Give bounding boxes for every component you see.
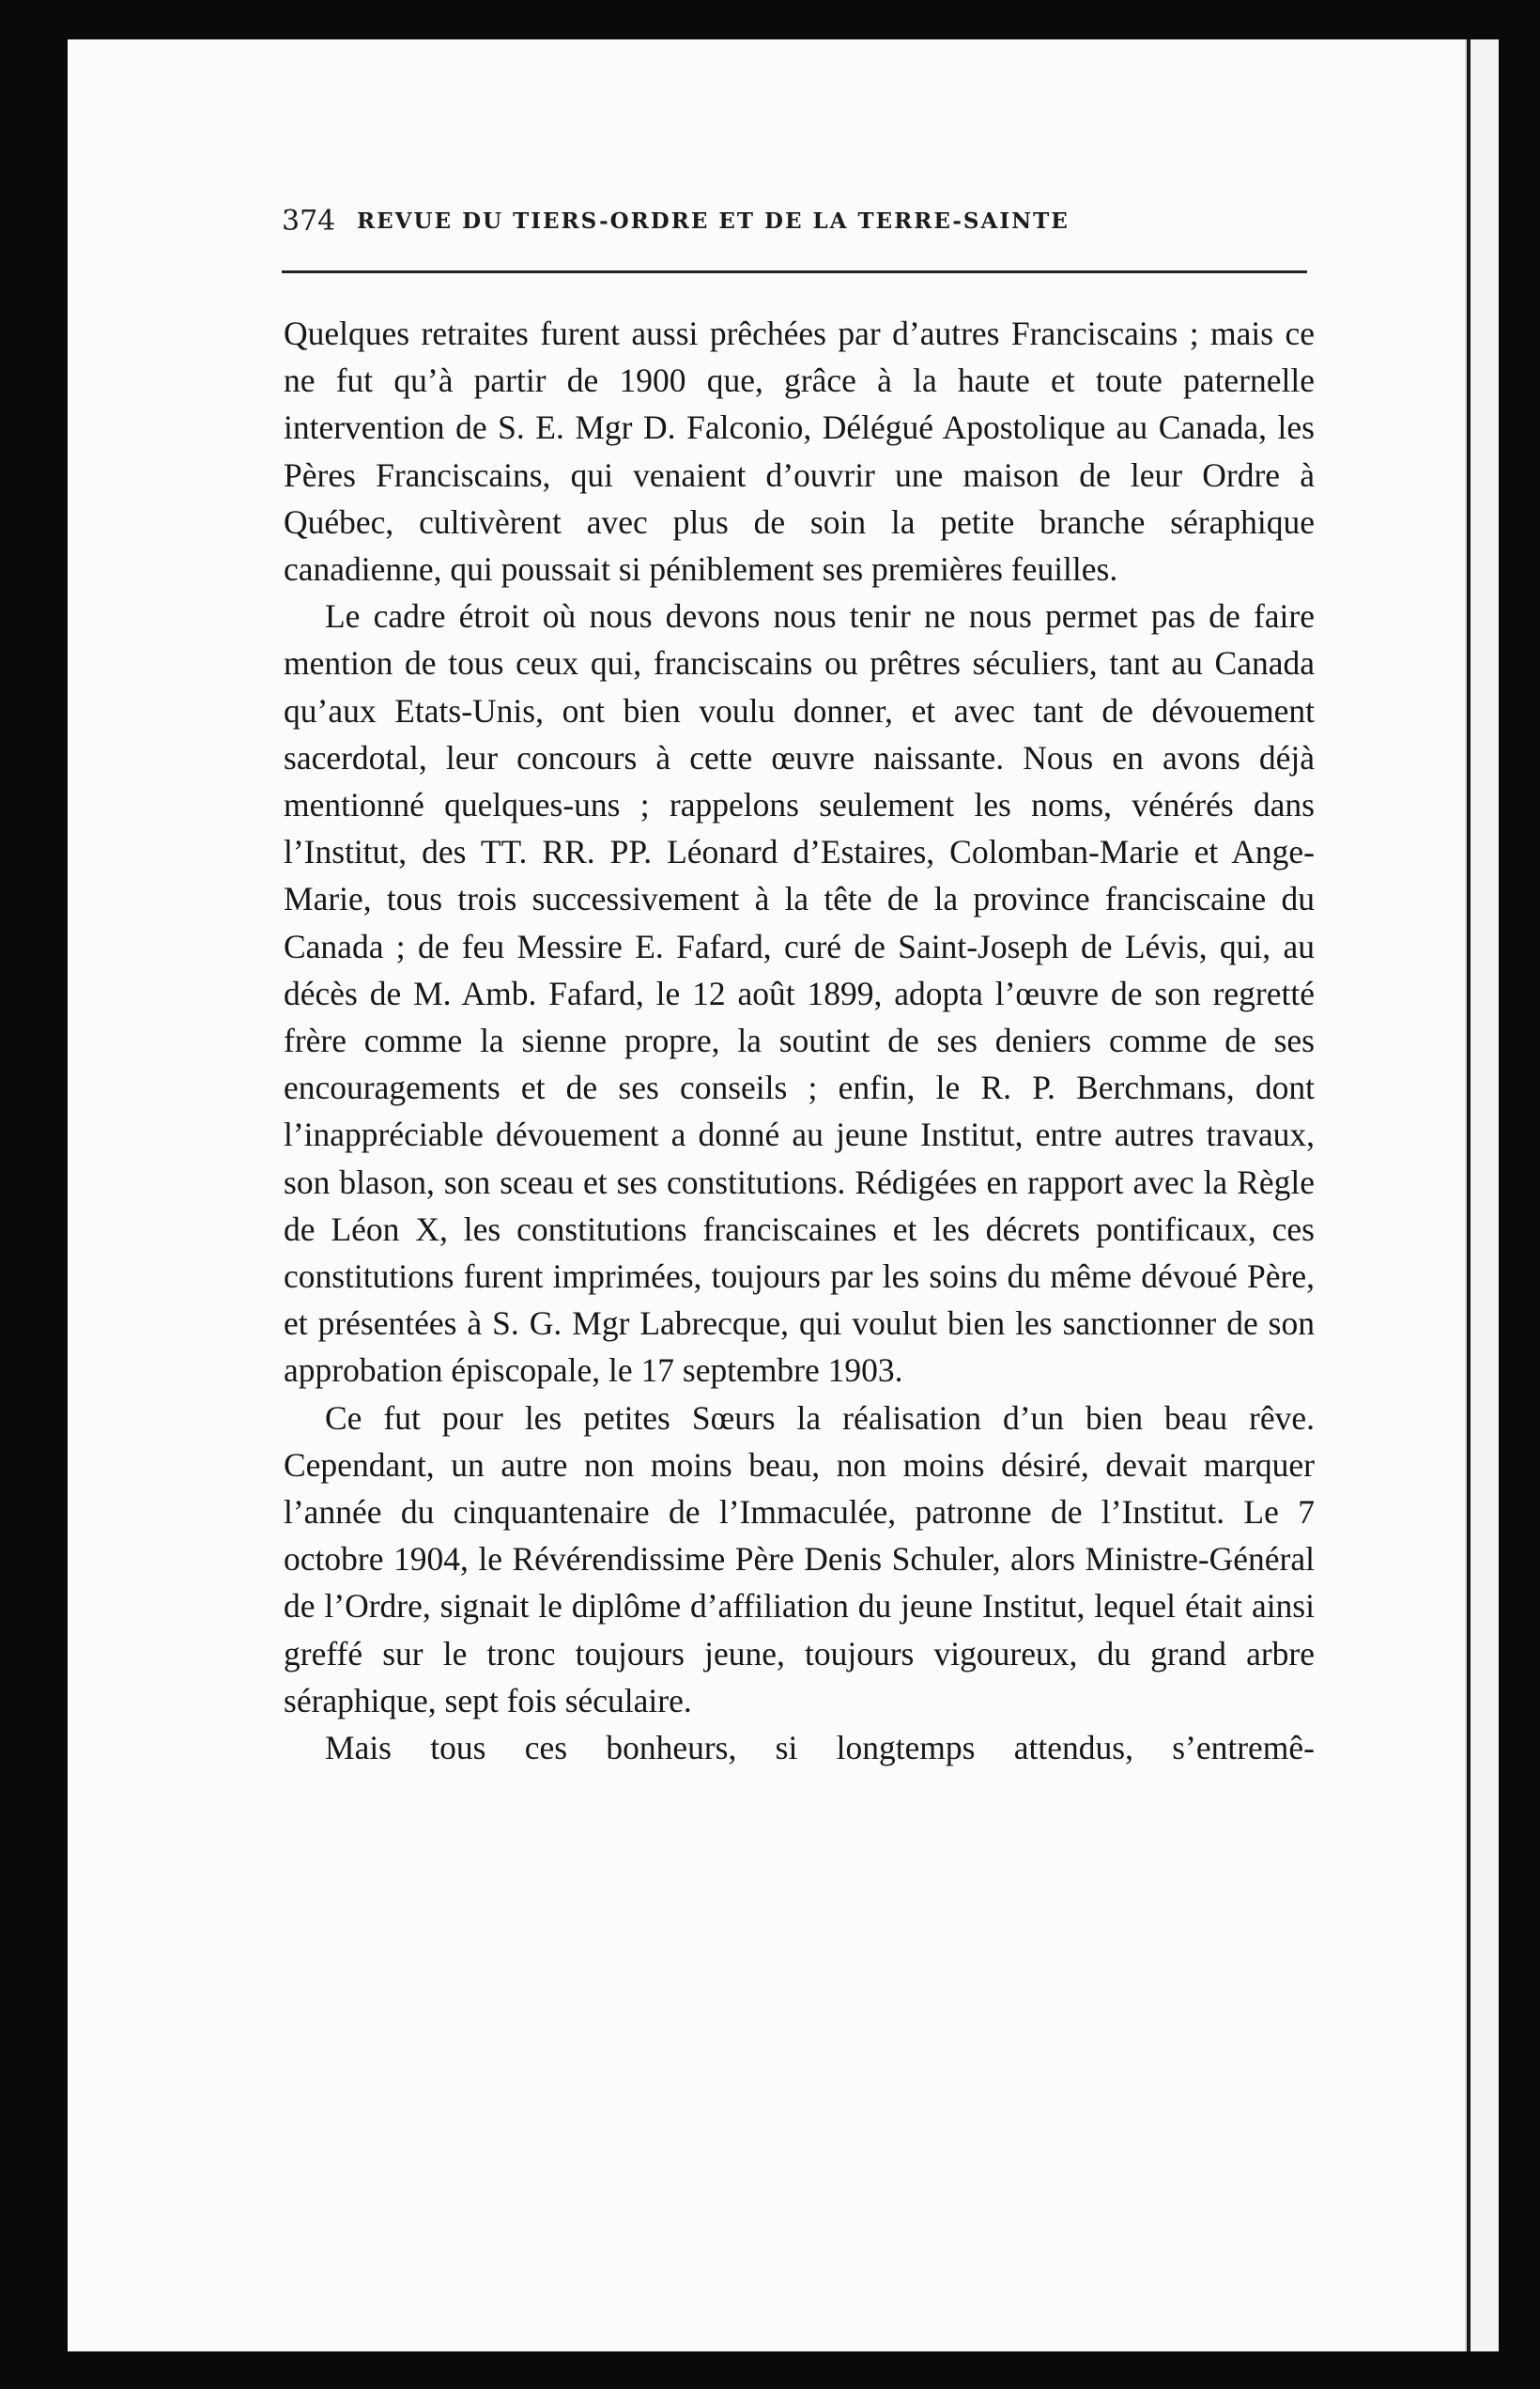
paragraph: Le cadre étroit où nous devons nous tenir ne nous permet pas de faire mention de tous ceux qui, franciscains ou prêtres séculiers, tant au Canada qu’aux Etats-Unis, ont bien voulu donner, et avec tant de dévouement sacerdotal, leur concours à cette œuvre naissante. Nous en avons déjà mentionné quelques-uns ; rappelons seulement les noms, vénérés dans l’Institut, des TT. RR. PP. Léonard d’Estaires, Colomban-Marie et Ange-Marie, tous trois successivement à la tête de la province franciscaine du Canada ; de feu Messire E. Fafard, curé de Saint-Joseph de Lévis, qui, au décès de M. Amb. Fafard, le 12 août 1899, adopta l’œuvre de son regretté frère comme la sienne propre, la soutint de ses deniers comme de ses encouragements et de ses conseils ; enfin, le R. P. Berchmans, dont l’inappréciable dévouement a donné au jeune Institut, entre autres travaux, son blason, son sceau et ses constitutions. Rédigées en rapport avec la Règle de Léon X, les constitutions franciscaines et les décrets pontificaux, ces constitutions furent imprimées, toujours par les soins du même dévoué Père, et présentées à S. G. Mgr Labrecque, qui voulut bien les sanctionner de son approbation épiscopale, le 17 septembre 1903. <box>284 597 1315 1390</box>
paragraph: Quelques retraites furent aussi prêchées par d’autres Franciscains ; mais ce ne fut qu’à partir de 1900 que, grâce à la haute et toute paternelle intervention de S. E. Mgr D. Falconio, Délégué Apostolique au Canada, les Pères Franciscains, qui venaient d’ouvrir une maison de leur Ordre à Québec, cultivèrent avec plus de soin la petite branche séraphique canadienne, qui poussait si péniblement ses premières feuilles. <box>284 315 1315 589</box>
paragraph: Mais tous ces bonheurs, si longtemps attendus, s’entremê- <box>325 1729 1315 1767</box>
header-rule <box>282 270 1307 273</box>
running-title: REVUE DU TIERS-ORDRE ET DE LA TERRE-SAINTE <box>357 208 1070 234</box>
adjacent-page-edge <box>1467 39 1499 2351</box>
body-text <box>284 310 1315 1771</box>
paragraph: Ce fut pour les petites Sœurs la réalisation d’un bien beau rêve. Cependant, un autre non moins beau, non moins désiré, devait marquer l’année du cinquantenaire de l’Immaculée, patronne de l’Institut. Le 7 octobre 1904, le Révérendissime Père Denis Schuler, alors Ministre-Général de l’Ordre, signait le diplôme d’affiliation du jeune Institut, lequel était ainsi greffé sur le tronc toujours jeune, toujours vigoureux, du grand arbre séraphique, sept fois séculaire. <box>284 1398 1315 1719</box>
page-number: 374 <box>282 205 336 238</box>
running-header <box>282 205 1305 252</box>
